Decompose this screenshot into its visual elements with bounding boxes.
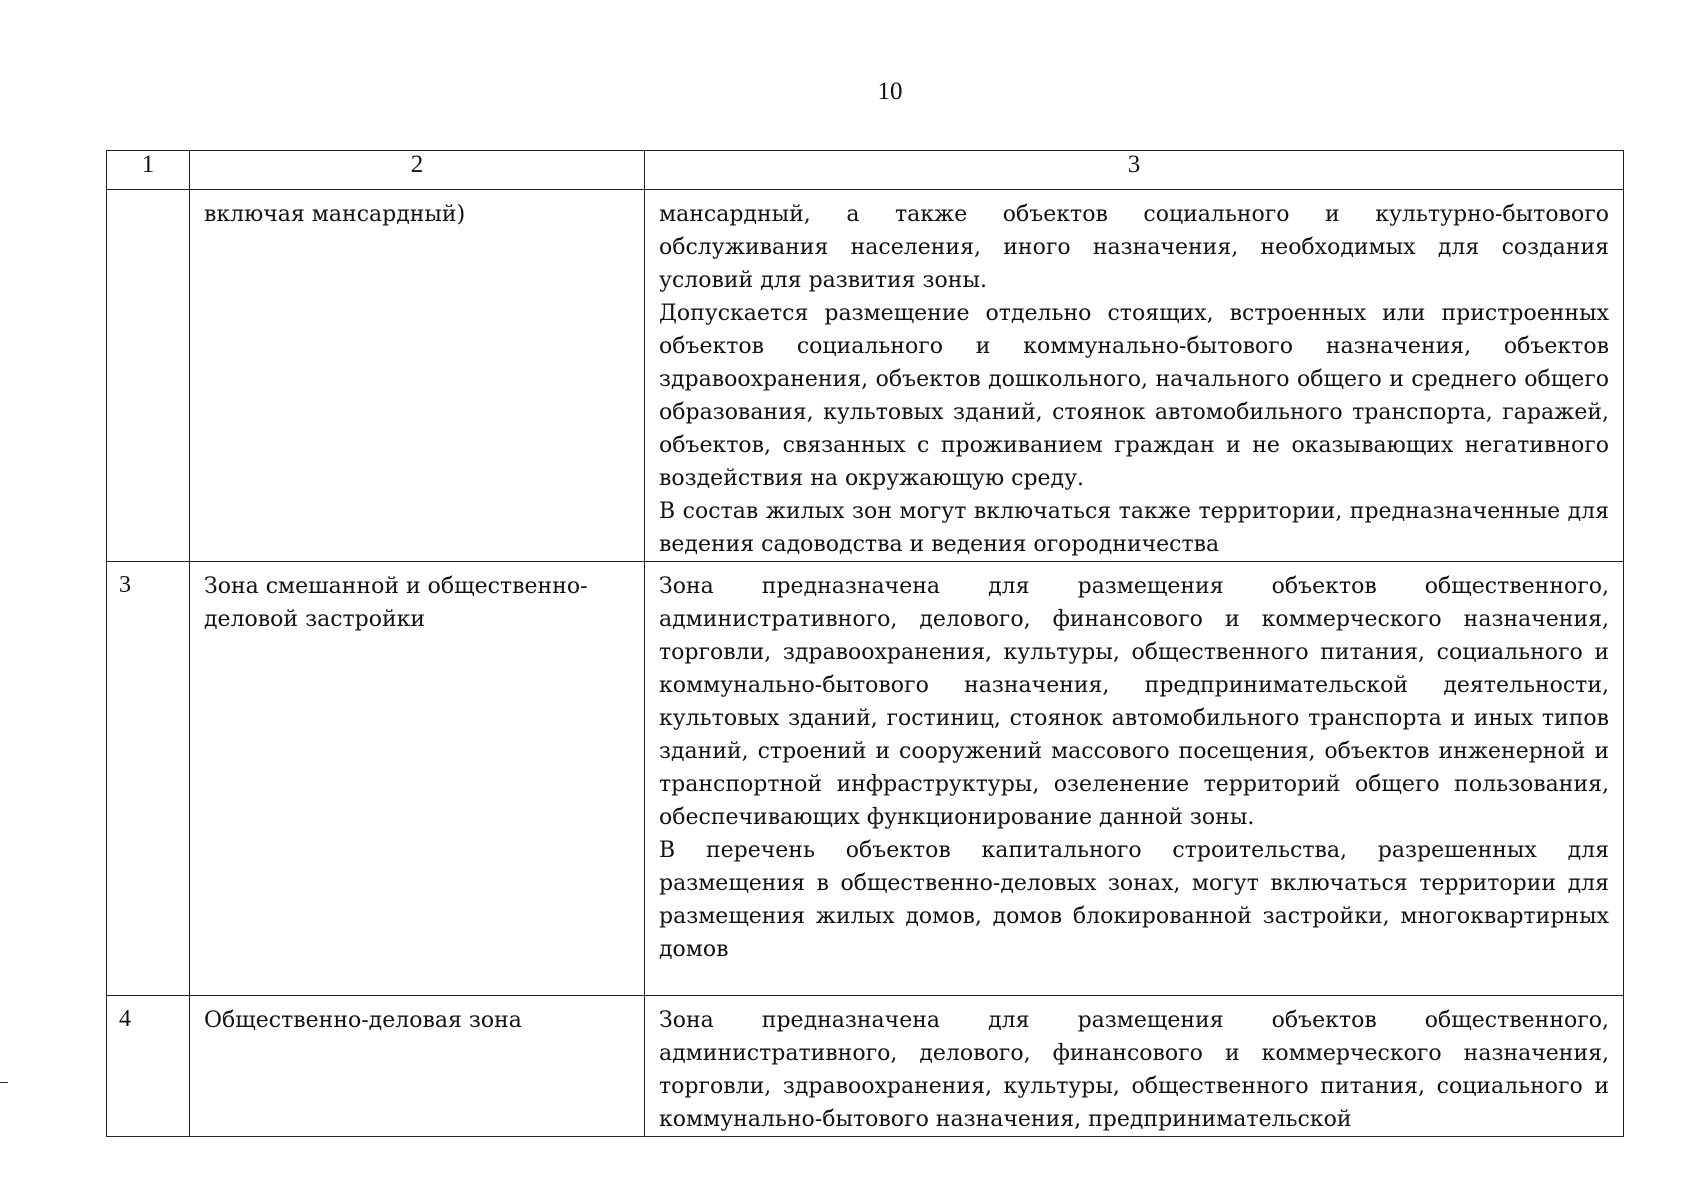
row-number: 3 [107, 562, 190, 996]
description-paragraph: Зона предназначена для размещения объектов общественного, административного, делового, финансового и коммерческого назначения, торговли, здравоохранения, культуры, общественного питания, социального и коммунально-бытового назначения, предпринимательской деятельности, культовых зданий, гостиниц, стоянок автомобильного транспорта и иных типов зданий, строений и сооружений массового посещения, объектов инженерной и транспортной инфраструктуры, озеленение территорий общего пользования, обеспечивающих функционирование данной зоны. [659, 574, 1609, 830]
row-number: 4 [107, 996, 190, 1137]
column-header-description: 3 [645, 151, 1624, 190]
column-header-number: 1 [107, 151, 190, 190]
table-row [107, 190, 1624, 562]
description-paragraph: В перечень объектов капитального строительства, разрешенных для размещения в общественно-деловых зонах, могут включаться территории для размещения жилых домов, домов блокированной застройки, многоквартирных домов [659, 838, 1609, 962]
row-number [107, 190, 190, 562]
page-number: 10 [877, 78, 903, 105]
zones-table [106, 150, 1624, 1137]
zone-name: Зона смешанной и общественно-деловой застройки [190, 562, 645, 996]
zone-description [645, 562, 1624, 996]
zone-description [645, 190, 1624, 562]
margin-mark [0, 1082, 8, 1083]
table-row [107, 996, 1624, 1137]
zone-name: Общественно-деловая зона [190, 996, 645, 1137]
description-paragraph: Зона предназначена для размещения объектов общественного, административного, делового, финансового и коммерческого назначения, торговли, здравоохранения, культуры, общественного питания, социального и коммунально-бытового назначения, предпринимательской [659, 1008, 1609, 1132]
zone-description [645, 996, 1624, 1137]
table-header-row [107, 151, 1624, 190]
zone-name: включая мансардный) [190, 190, 645, 562]
description-paragraph: В состав жилых зон могут включаться также территории, предназначенные для ведения садоводства и ведения огородничества [659, 499, 1609, 557]
table-row [107, 562, 1624, 996]
column-header-zone: 2 [190, 151, 645, 190]
description-paragraph: Допускается размещение отдельно стоящих, встроенных или пристроенных объектов социального и коммунально-бытового назначения, объектов здравоохранения, объектов дошкольного, начального общего и среднего общего образования, культовых зданий, стоянок автомобильного транспорта, гаражей, объектов, связанных с проживанием граждан и не оказывающих негативного воздействия на окружающую среду. [659, 301, 1609, 491]
description-paragraph: мансардный, а также объектов социального и культурно-бытового обслуживания населения, иного назначения, необходимых для создания условий для развития зоны. [659, 202, 1609, 293]
